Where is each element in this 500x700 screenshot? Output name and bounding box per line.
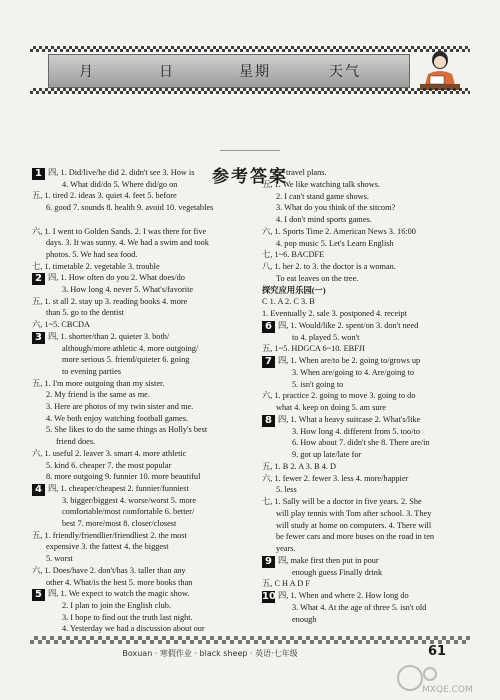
answer-text: To eat leaves on the tree.	[276, 273, 359, 283]
answer-text: 四, 1. We expect to watch the magic show.	[48, 589, 190, 599]
answer-text: 六, 1. Does/have 2. don't/has 3. taller than any	[32, 565, 186, 575]
answer-text: 5. She likes to do the same things as Holly's best	[46, 425, 208, 435]
answer-text: enough	[292, 614, 317, 624]
section-number-box: 10	[262, 591, 276, 602]
answer-text: what 4. keep on doing 5. am sure	[276, 403, 386, 412]
month-label: 月	[79, 64, 95, 80]
answer-text: 4. pop music 5. Let's Learn English	[276, 238, 394, 248]
answer-text: travel plans.	[286, 168, 327, 177]
answer-text: days. 3. It was sunny. 4. We had a swim and took	[46, 238, 209, 248]
answer-text: although/more athletic 4. more outgoing/	[62, 343, 199, 353]
answer-text: 2. I can't stand game shows.	[276, 191, 369, 201]
answer-text: 6. How about 7. didn't she 8. There are/in	[292, 438, 430, 448]
answer-text: 七, 1. Sally will be a doctor in five years. 2. She	[262, 497, 422, 506]
answer-text: 9. got up late/late for	[292, 450, 362, 459]
day-label: 日	[159, 64, 175, 80]
section-number-box: 5	[32, 589, 45, 601]
section-number-box: 1	[32, 168, 45, 180]
answer-text: 4. I don't mind sports games.	[276, 215, 372, 224]
answer-text: 六, 1. I went to Golden Sands. 2. I was there for five	[32, 226, 207, 236]
answer-text: expensive 3. the fattest 4. the biggest	[46, 542, 169, 552]
answer-text: 五, C H A D F	[262, 579, 310, 589]
answer-text: 四, make first then put in pour	[278, 555, 379, 565]
watermark-text: MXQE.COM	[422, 685, 473, 695]
answer-text: 五, 1. I'm more outgoing than my sister.	[32, 378, 165, 388]
answer-text: 四, 1. shorter/than 2. quieter 3. both/	[48, 331, 170, 341]
answer-text: to 4. played 5. won't	[292, 332, 360, 342]
answer-text: 五, 1. We like watching talk shows.	[262, 179, 381, 189]
answer-text: 六, 1. useful 2. leaver 3. smart 4. more athletic	[32, 448, 187, 458]
answer-text: other 4. What/is the best 5. more books than	[46, 577, 193, 587]
answer-text: years.	[276, 544, 296, 553]
answer-text: will study at home on computers. 4. There will	[276, 520, 432, 530]
answer-text: be fewer cars and more buses on the road in ten	[276, 532, 435, 542]
answer-text: 3. bigger/biggest 4. worse/worst 5. more	[62, 495, 197, 505]
answer-text: 8. more outgoing 9. funnier 10. more beautiful	[46, 472, 201, 482]
header-band	[30, 46, 470, 94]
section-number-box: 8	[262, 415, 275, 427]
answer-text: 七, 1~6. BACDFE	[262, 250, 325, 260]
answer-text: 1. Eventually 2. sale 3. postponed 4. receipt	[262, 309, 407, 318]
answer-text: than 5. go to the dentist	[46, 308, 124, 318]
answer-text: 4. Yesterday we had a discussion about our	[62, 624, 205, 634]
title-ornament	[220, 150, 280, 159]
answer-text: 2. My friend is the same as me.	[46, 390, 150, 400]
answer-text: 五, 1. friendly/friendlier/friendliest 2. the most	[32, 530, 187, 540]
section-number-box: 2	[32, 273, 45, 285]
answer-text: 四, 1. What a heavy suitcase 2. What's/like	[278, 414, 421, 424]
answer-text: 探究应用乐园(一)	[262, 285, 326, 295]
footer-checker-border	[30, 636, 470, 644]
answer-text: 6. good 7. sounds 8. health 9. avoid 10. vegetables	[46, 203, 214, 213]
answer-text: best 7. more/most 8. closer/closest	[62, 519, 177, 528]
answer-text: 5. kind 6. cheaper 7. the most popular	[46, 460, 172, 470]
answer-text: 五, 1. B 2. A 3. B 4. D	[262, 461, 336, 471]
answer-text: to evening parties	[62, 366, 121, 376]
answer-text: 五, 1. st all 2. stay up 3. reading books 4. more	[32, 296, 188, 306]
answer-text: 5. less	[276, 485, 297, 495]
date-weather-band	[48, 54, 410, 88]
answer-text: 3. When are/going to 4. Are/going to	[292, 367, 414, 377]
girl-reading-illustration	[400, 46, 470, 94]
answer-text: 3. I hope to find out the truth last night.	[62, 612, 193, 622]
answer-text: 六, 1~5. CBCDA	[32, 320, 90, 330]
answer-text: 5. isn't going to	[292, 379, 344, 389]
answer-text: 四, 1. When are/to be 2. going to/grows up	[278, 356, 421, 365]
answer-text: 3. What 4. At the age of three 5. isn't old	[292, 602, 427, 612]
answer-text: comfortable/most comfortable 6. better/	[62, 507, 195, 517]
watermark-logo	[392, 660, 492, 696]
answer-line	[292, 613, 316, 626]
answer-text: 五, 1. tired 2. ideas 3. quiet 4. feet 5. before	[32, 191, 177, 201]
answer-line	[276, 530, 434, 543]
answer-text: will play tennis with Tom after school. 3. They	[276, 508, 432, 518]
checker-border-bottom	[30, 88, 470, 94]
section-number-box: 9	[262, 556, 275, 568]
answer-text: photos. 5. We had sea food.	[46, 249, 138, 259]
answer-text: 四, 1. Would/like 2. spent/on 3. don't need	[278, 320, 419, 330]
answer-text: more serious 5. friend/quieter 6. going	[62, 355, 190, 365]
weekday-label: 星期	[239, 64, 271, 80]
answer-text: 四, 1. Did/live/he did 2. didn't see 3. How is	[48, 168, 195, 177]
answer-text: 3. How long 4. never 5. What's/favorite	[62, 285, 194, 294]
answer-text: 2. I plan to join the English club.	[62, 600, 171, 610]
answer-line	[46, 201, 213, 214]
answer-text: enough guess Finally drink	[292, 567, 383, 577]
answer-text: C 1. A 2. C 3. B	[262, 297, 315, 307]
answer-line	[62, 622, 205, 635]
page-number: 61	[428, 644, 447, 659]
answer-text: 五, 1~5. HDGCA 6~10. EBFJI	[262, 344, 365, 354]
answer-text: 六, 1. practice 2. going to move 3. going to do	[262, 391, 416, 401]
answer-text: 四, 1. When and where 2. How long do	[278, 591, 409, 600]
answer-text: 3. How long 4. different from 5. too/to	[292, 426, 420, 436]
answer-text: 四, 1. How often do you 2. What does/do	[48, 273, 185, 283]
page-title: 参考答案	[212, 167, 288, 187]
section-number-box: 4	[32, 484, 45, 496]
answer-text: 七, 1. timetable 2. vegetable 3. trouble	[32, 261, 160, 271]
answer-text: 八, 1. her 2. to 3. the doctor is a woman.	[262, 262, 396, 271]
weather-label: 天气	[329, 64, 361, 80]
answer-text: 3. What do you think of the sitcom?	[276, 203, 396, 213]
answer-text: 四, 1. cheaper/cheapest 2. funnier/funniest	[48, 483, 189, 493]
section-number-box: 3	[32, 332, 45, 344]
answer-text: 六, 1. fewer 2. fewer 3. less 4. more/happier	[262, 473, 409, 483]
answer-text: friend does.	[56, 437, 96, 447]
section-number-box: 6	[262, 321, 275, 333]
answer-text: 3. Here are photos of my twin sister and me.	[46, 402, 194, 411]
footer-text: Boxuan · 寒假作业 · black sheep · 英语·七年级	[122, 649, 298, 658]
answer-text: 4. What did/do 5. Where did/go on	[62, 179, 178, 189]
answer-text: 六, 1. Sports Time 2. American News 3. 16:00	[262, 226, 416, 236]
section-number-box: 7	[262, 356, 275, 368]
answer-text: 4. We both enjoy watching football games.	[46, 413, 189, 423]
answer-text: 5. worst	[46, 554, 73, 564]
